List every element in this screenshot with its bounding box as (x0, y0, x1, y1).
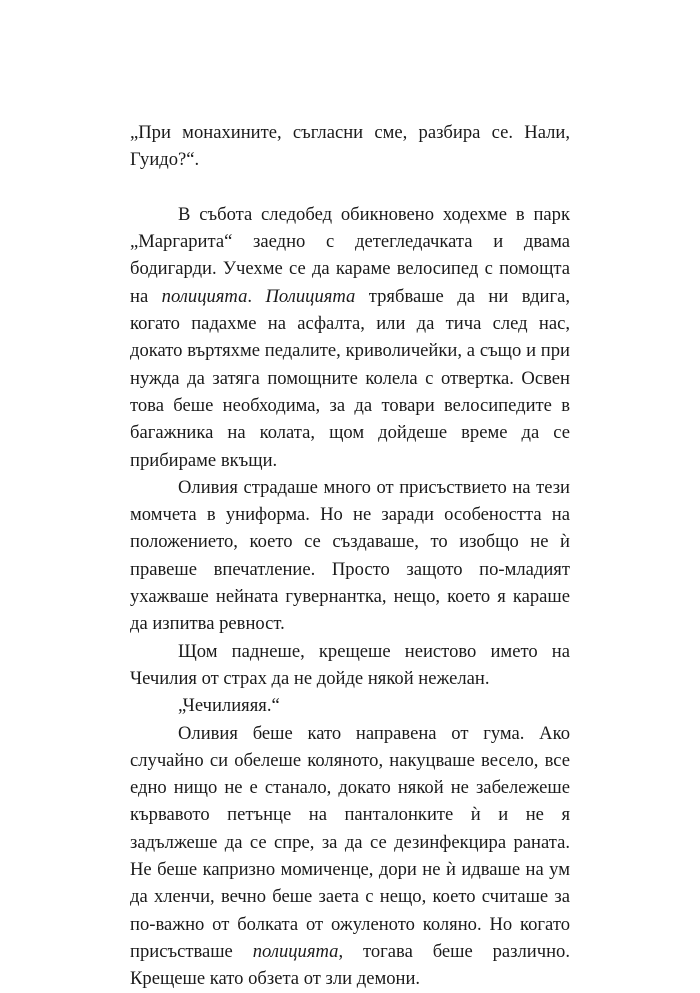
paragraph (130, 474, 570, 638)
paragraph (130, 720, 570, 993)
italic-text-run: Полицията (265, 285, 356, 307)
paragraph (130, 638, 570, 693)
text-run: Щом паднеше, крещеше неистово името на Чечилия от страх да не дойде някой нежелан. (130, 640, 570, 689)
text-run: Оливия беше като направена от гума. Ако случайно си обелеше коляното, накуцваше весело, все едно нищо не е станало, докато някой не забележеше кървавото петънце на панталонките ѝ и не я задължеше да се спре, за да се дезинфекцира раната. Не беше капризно момиченце, дори не ѝ идваше на ум да хленчи, вечно беше заета с нещо, което считаше за по-важно от болката от ожуленото коляно. Но когато присъстваше (130, 722, 570, 962)
body-text (130, 119, 570, 993)
paragraph (130, 692, 570, 719)
paragraph (130, 201, 570, 474)
paragraph (130, 119, 570, 174)
text-run: В събота следобед обикновено ходехме в парк „Маргарита“ заедно с детегледачката и двама бодигарди. Учехме се да караме велосипед с помощта на (130, 203, 570, 307)
italic-text-run: полицията (252, 940, 339, 962)
text-run: , тогава беше различно. Крещеше като обзета от зли демони. (130, 940, 570, 990)
text-run: трябваше да ни вдига, когато падахме на асфалта, или да тича след нас, докато въртяхме педалите, криволичейки, а също и при нужда да затяга помощните колела с отвертка. Освен това беше необходима, за да товари велосипедите в багажника на колата, щом дойдеше време да се прибираме вкъщи. (130, 285, 571, 471)
text-run: . (247, 285, 266, 307)
text-run: „При монахините, съгласни сме, разбира се. Нали, Гуидо?“. (130, 122, 570, 171)
text-run: „Чечилияяя.“ (178, 695, 280, 717)
text-run: Оливия страдаше много от присъствието на тези момчета в униформа. Но не заради особеността на положението, което се създаваше, то изобщо не ѝ правеше впечатление. Просто защото по-младият ухажваше нейната гувернантка, нещо, което я караше да изпитва ревност. (130, 476, 570, 635)
italic-text-run: полицията (161, 285, 248, 307)
